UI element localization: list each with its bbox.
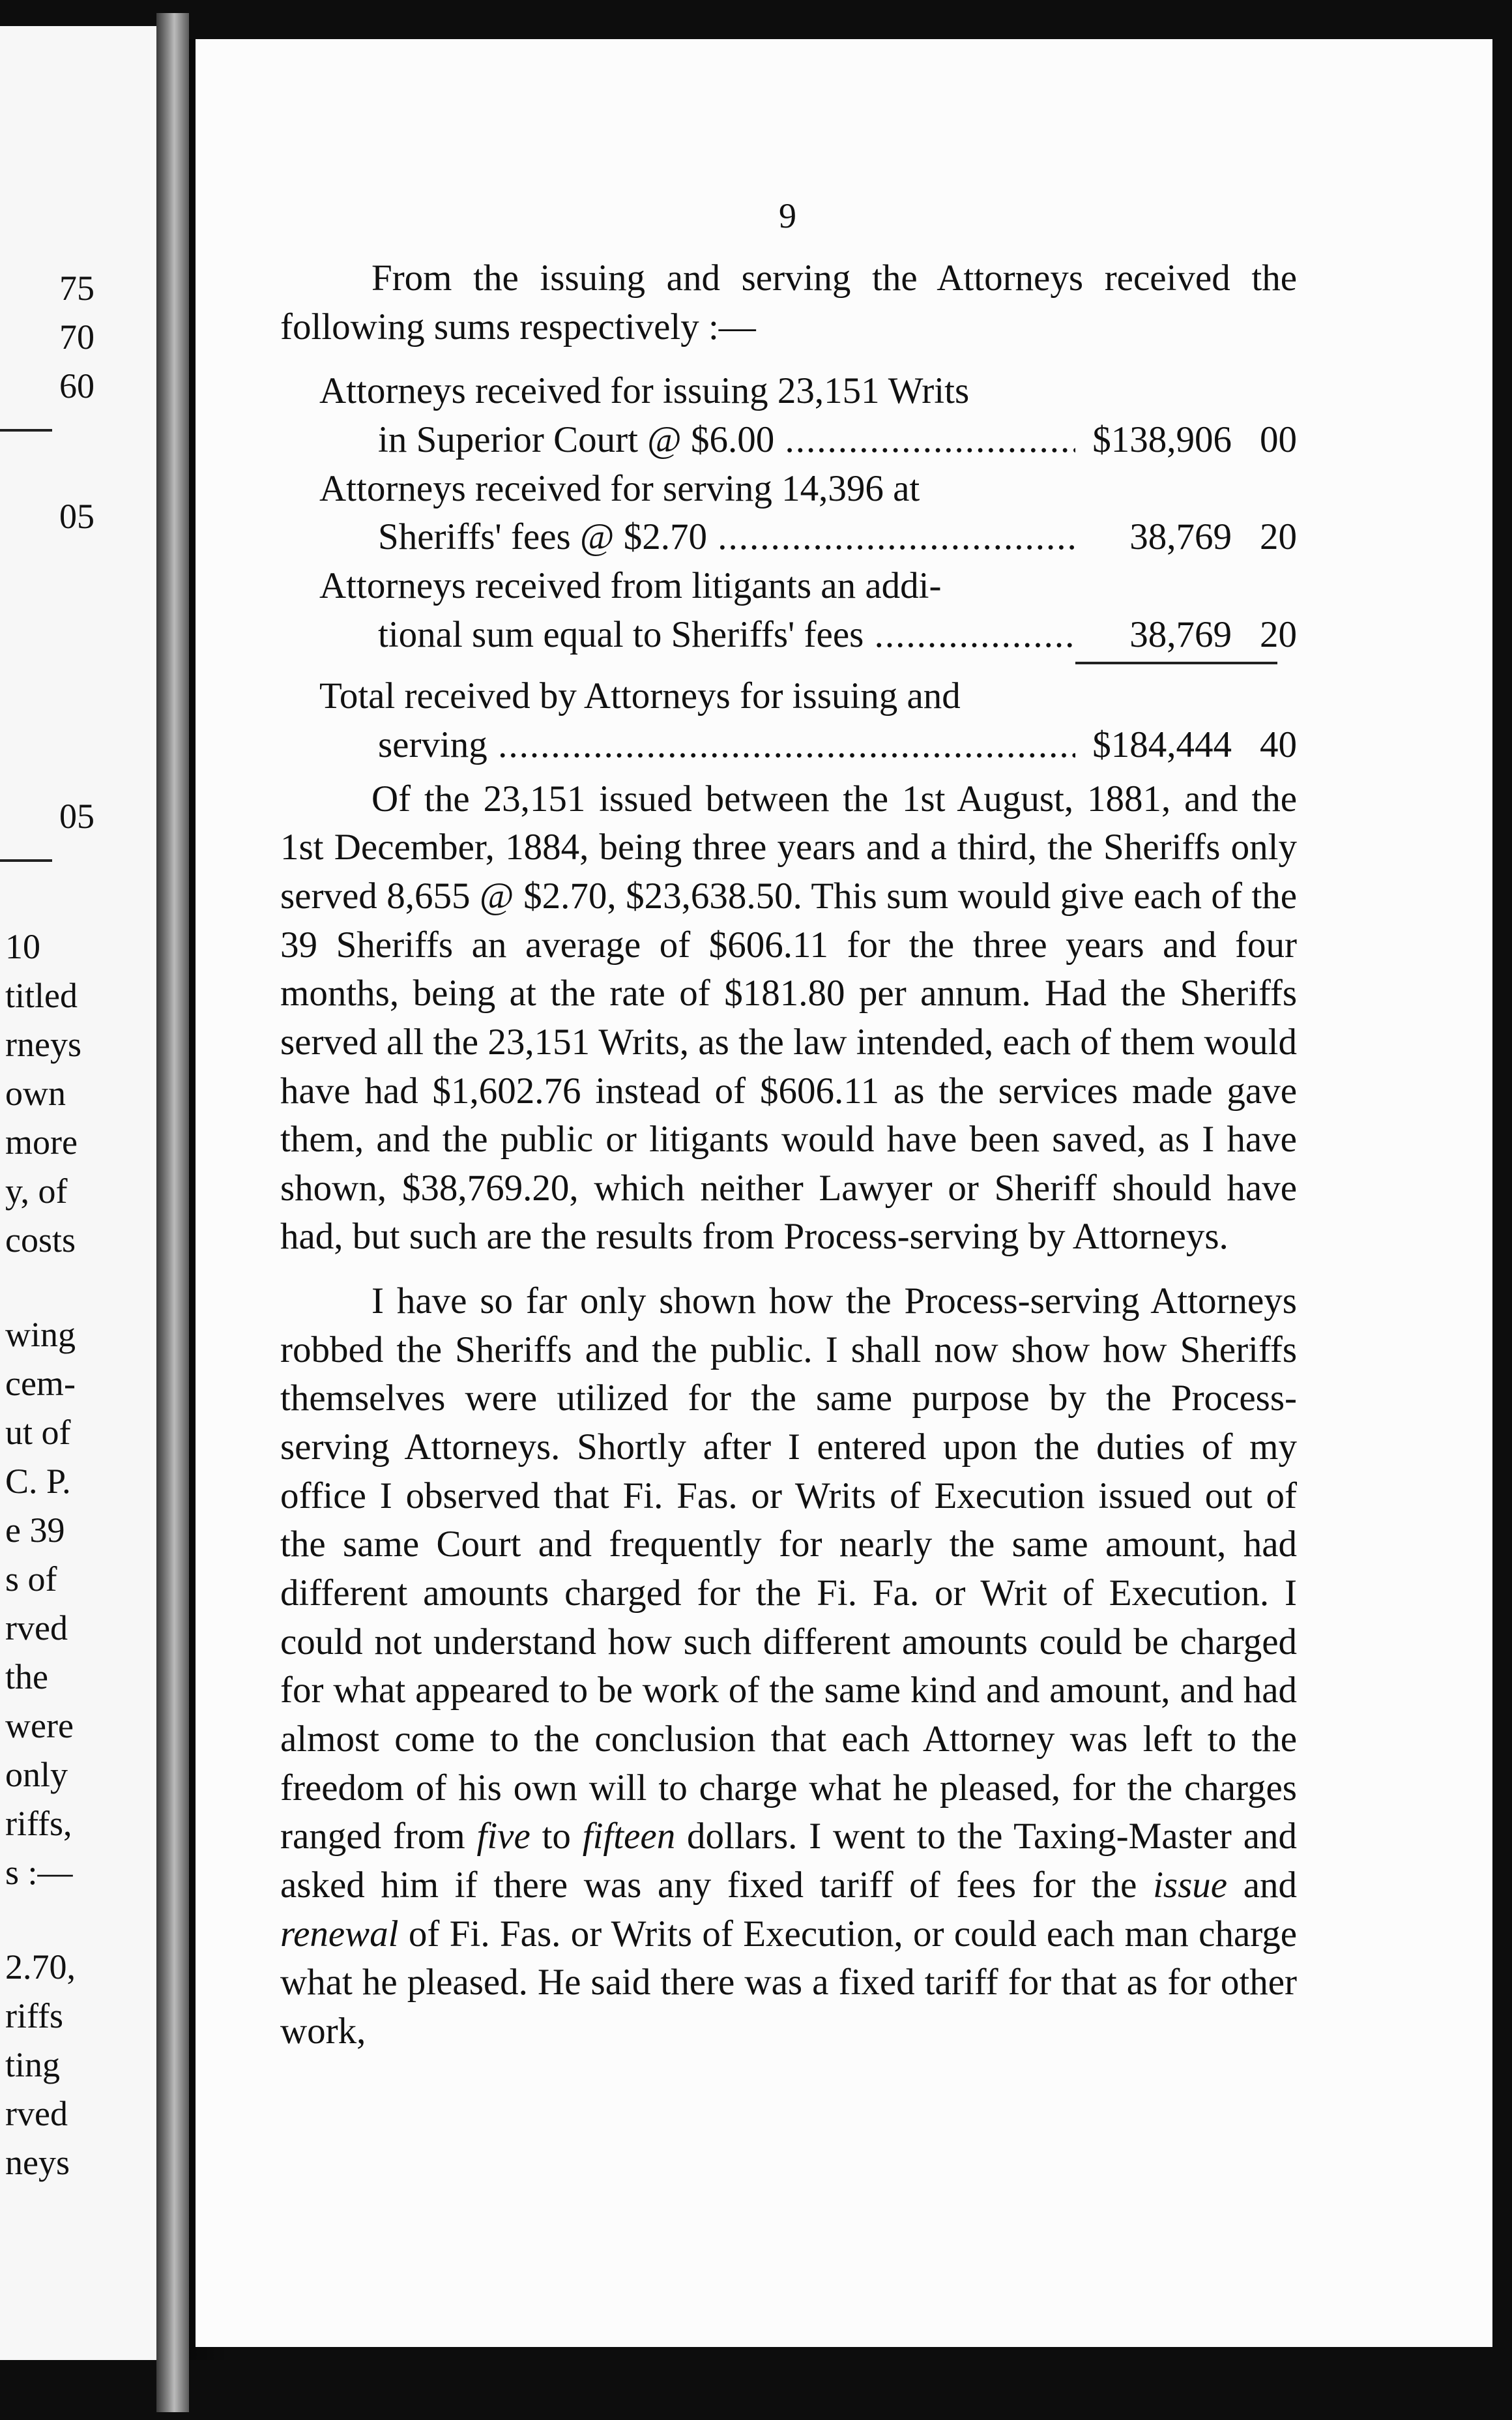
- left-fragment: more: [5, 1123, 78, 1162]
- fee-total-line2: serving .....: [378, 721, 1075, 770]
- left-fragment-rule: [0, 859, 52, 862]
- sum-rule: [280, 662, 1297, 664]
- left-fragment: the: [5, 1657, 48, 1696]
- document-page: [196, 39, 1492, 2347]
- body-paragraph: Of the 23,151 issued between the 1st August, 1881, and the 1st December, 1884, being three years and a third, the Sheriffs only served 8,655 @ $2.70, $23,638.50. This sum would give each of the 39 Sheriffs an average of $606.11 for the three years and four months, being at the rate of $181.80 per annum. Had the Sheriffs served all the 23,151 Writs, as the law intended, each of them would have had $1,602.76 instead of $606.11 as the services made gave them, and the public or litigants would have been saved, as I have shown, $38,769.20, which neither Lawyer or Sheriff should have had, but such are the results from Process-serving by Attorneys.: [280, 778, 1297, 1258]
- left-fragment: 05: [59, 497, 94, 536]
- fee-item-line2: Sheriffs' fees @ $2.70 .....: [378, 513, 1075, 562]
- left-fragment: own: [5, 1074, 66, 1113]
- total-amount: $184,444: [1092, 724, 1232, 765]
- fee-item-line2: in Superior Court @ $6.00 .....: [378, 416, 1075, 465]
- left-fragment: 10: [5, 927, 40, 966]
- body-paragraph: I have so far only shown how the Process-serving Attorneys robbed the Sheriffs and the public. I shall now show how Sheriffs themselves were utilized for the same purpose by the Process-serving Attorneys. Shortly after I entered upon the duties of my office I observed that Fi. Fas. or Writs of Execution issued out of the same Court and frequently for nearly the same amount, had different amounts charged for the Fi. Fa. or Writ of Execution. I could not understand how such different amounts could be charged for what appeared to be work of the same kind and amount, and had almost come to the conclusion that each Attorney was left to the freedom of his own will to charge what he pleased, for the charges ranged from five to fifteen dollars. I went to the Taxing-Master and asked him if there was any fixed tariff of fees for the issue and renewal of Fi. Fas. or Writs of Execution, or could each man charge what he pleased. He said there was a fixed tariff for that as for other work,: [280, 1280, 1298, 2052]
- left-fragment: wing: [5, 1315, 76, 1354]
- left-fragment: cem-: [5, 1364, 76, 1403]
- left-fragment: only: [5, 1755, 68, 1794]
- fee-item-line1: Attorneys received from litigants an addi-: [319, 565, 942, 606]
- left-fragment: 60: [59, 366, 94, 406]
- page-number: 9: [779, 196, 796, 235]
- left-fragment: were: [5, 1706, 74, 1745]
- left-fragment-rule: [0, 429, 52, 432]
- left-fragment: e 39: [5, 1511, 65, 1550]
- emphasis: fifteen: [582, 1816, 676, 1857]
- left-fragment: 2.70,: [5, 1947, 76, 1986]
- left-fragment: s :—: [5, 1853, 73, 1892]
- fee-total-line1: Total received by Attorneys for issuing and: [319, 675, 961, 717]
- fee-amount: $138,906: [1092, 419, 1232, 460]
- left-fragment: neys: [5, 2143, 70, 2182]
- left-fragment: riffs: [5, 1996, 63, 2035]
- fee-cents: 20: [1260, 516, 1297, 558]
- left-fragment: costs: [5, 1220, 76, 1260]
- left-fragment: ut of: [5, 1413, 71, 1452]
- left-fragment: C. P.: [5, 1462, 71, 1501]
- fee-total: [280, 672, 1297, 769]
- emphasis: five: [476, 1816, 531, 1857]
- intro-paragraph: From the issuing and serving the Attorneys received the following sums respectively :—: [280, 258, 1297, 347]
- fee-item: [280, 367, 1297, 464]
- left-fragment: s of: [5, 1559, 57, 1599]
- book-spine: [156, 13, 189, 2412]
- emphasis: renewal: [280, 1913, 399, 1955]
- left-fragment: riffs,: [5, 1804, 72, 1843]
- left-fragment: rved: [5, 2094, 68, 2133]
- left-fragment: 75: [59, 269, 94, 308]
- fee-amount: 38,769: [1129, 613, 1232, 655]
- emphasis: issue: [1153, 1865, 1228, 1906]
- left-fragment: y, of: [5, 1172, 68, 1211]
- fee-cents: 20: [1260, 613, 1297, 655]
- fee-item: [280, 562, 1297, 659]
- left-fragment: 70: [59, 317, 94, 357]
- fee-item-line1: Attorneys received for issuing 23,151 Writs: [319, 370, 970, 412]
- left-fragment: titled: [5, 976, 78, 1015]
- page-text: [280, 254, 1297, 2056]
- left-fragment: rved: [5, 1608, 68, 1647]
- left-fragment: ting: [5, 2045, 61, 2084]
- fee-item-line2: tional sum equal to Sheriffs' fees .....: [378, 611, 1075, 660]
- left-fragment: 05: [59, 797, 94, 836]
- fee-item-line1: Attorneys received for serving 14,396 at: [319, 467, 920, 509]
- fee-item: [280, 465, 1297, 562]
- total-cents: 40: [1260, 724, 1297, 765]
- fee-amount: 38,769: [1129, 516, 1232, 558]
- left-fragment: rneys: [5, 1025, 81, 1064]
- fee-cents: 00: [1260, 419, 1297, 460]
